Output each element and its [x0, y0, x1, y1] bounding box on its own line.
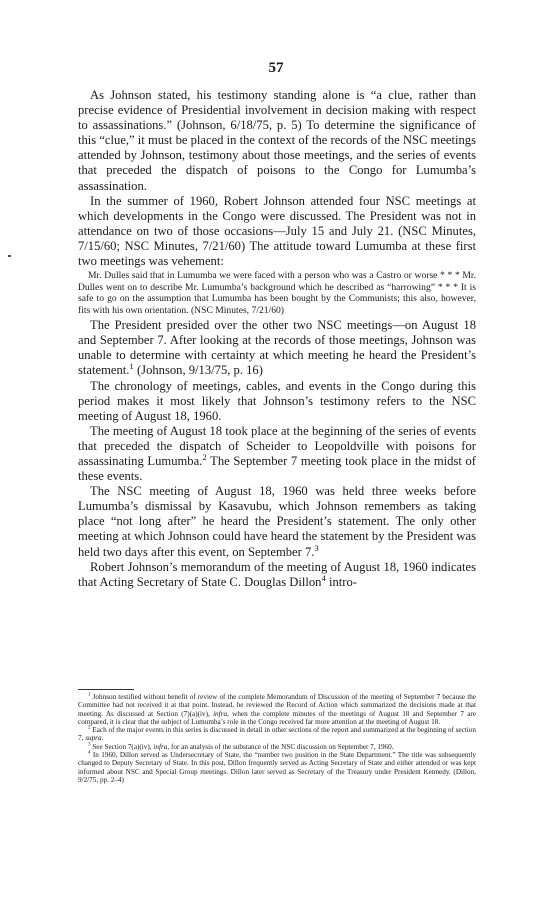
paragraph-3-cite: (Johnson, 9/13/75, p. 16) [133, 363, 263, 378]
paragraph-7 [78, 560, 476, 590]
paragraph-4: The chronology of meetings, cables, and events in the Congo during this period makes it most likely that Johnson’s testimony refers to the NSC meeting of August 18, 1960. [78, 378, 476, 423]
footnote-text: Johnson testified without benefit of review of the complete Memorandum of Discussion of the meeting of September 7 because the Committee had not received it at that point. Instead, he reviewed the Record of Action which summarized the decisions made at that meeting. As discussed at Section (7)(a)(iv), [78, 693, 476, 718]
footnotes [78, 693, 476, 784]
footnote-italic: supra [85, 734, 102, 743]
footnote-mark: 4 [88, 750, 91, 756]
footnote-ref-1[interactable]: 1 [129, 361, 134, 372]
margin-mark [8, 255, 11, 257]
footnote-2 [78, 726, 476, 743]
footnote-mark: 3 [88, 742, 91, 748]
block-quote: Mr. Dulles said that in Lumumba we were faced with a person who was a Castro or worse * * * Mr. Dulles went on to describe Mr. Lumumba’s background which he described as “harrowing” * * * It is safe to go on the assumption that Lumumba has been bought by the Communists; this also, however, fits with his own orientation. (NSC Minutes, 7/21/60) [78, 270, 476, 316]
footnote-text-cont: . [101, 734, 104, 743]
paragraph-7-tail: intro- [325, 574, 357, 589]
body-text [78, 88, 476, 590]
paragraph-2: In the summer of 1960, Robert Johnson attended four NSC meetings at which developments in the Congo were discussed. The President was not in attendance on two of those occasions—July 15 and July 21. (NSC Minutes, 7/15/60; NSC Minutes, 7/21/60) The attitude toward Lumumba at these first two meetings was vehement: [78, 193, 476, 269]
footnote-ref-4[interactable]: 4 [321, 572, 326, 583]
footnote-text: See Section 7(a)(iv), [90, 742, 154, 751]
footnote-italic: infra [213, 709, 228, 718]
paragraph-3-text: The President presided over the other two NSC meetings—on August 18 and September 7. After looking at the records of those meetings, Johnson was unable to determine with certainty at which meeting he heard the President’s statement. [78, 318, 476, 378]
page-number: 57 [268, 60, 284, 76]
paragraph-6 [78, 484, 476, 559]
paragraph-3 [78, 318, 476, 378]
footnote-ref-3[interactable]: 3 [314, 542, 319, 553]
footnote-mark: 1 [88, 692, 91, 698]
paragraph-1: As Johnson stated, his testimony standing alone is “a clue, rather than precise evidence of Presidential involvement in decision making with respect to assassinations.” (Johnson, 6/18/75, p. 5) To determine the significance of this “clue,” it must be placed in the context of the records of the NSC meetings attended by Johnson, testimony about those meetings, and the series of events that preceded the dispatch of poisons to the Congo for Lumumba’s assassination. [78, 88, 476, 193]
footnote-3 [78, 743, 476, 751]
footnote-divider [78, 689, 134, 690]
footnote-text-cont: , for an analysis of the substance of the NSC discussion on September 7, 1960. [167, 742, 394, 751]
footnote-italic: infra [153, 742, 168, 751]
paragraph-7-text: Robert Johnson’s memorandum of the meeting of August 18, 1960 indicates that Acting Secretary of State C. Douglas Dillon [78, 559, 476, 589]
paragraph-6-text: The NSC meeting of August 18, 1960 was held three weeks before Lumumba’s dismissal by Kasavubu, which Johnson remembers as taking place “not long after” he heard the President’s statement. The only other meeting at which Johnson could have heard the statement by the President was held two days after this event, on September 7. [78, 484, 476, 559]
footnote-text-cont: , when the complete minutes of the meetings of August 18 and September 7 are compared, it is clear that the subject of Lumumba’s role in the Congo received far more attention at the meeting of August 18. [78, 709, 476, 726]
paragraph-5-tail: The September 7 meeting took place in the midst of these events. [78, 453, 476, 484]
footnote-ref-2[interactable]: 2 [202, 451, 207, 462]
paragraph-5 [78, 424, 476, 484]
paragraph-5-text: The meeting of August 18 took place at the beginning of the series of events that preceded the dispatch of Scheider to Leopoldville with poisons for assassinating Lumumba. [78, 423, 476, 468]
footnote-text: In 1960, Dillon served as Undersecretary of State, the “number two position in the State Department.” The title was subsequently changed to Deputy Secretary of State. In this post, Dillon frequently served as Acting Secretary of State and either attended or was kept informed about NSC and Special Group meetings. Dillon later served as Secretary of the Treasury under President Kennedy. (Dillon, 9/2/75, pp. 2–4) [78, 751, 476, 784]
footnote-1 [78, 693, 476, 726]
footnote-4 [78, 751, 476, 784]
footnote-text: Each of the major events in this series is discussed in detail in other sections of the report and summarized at the beginning of section 7, [78, 726, 476, 743]
footnote-mark: 2 [88, 725, 91, 731]
